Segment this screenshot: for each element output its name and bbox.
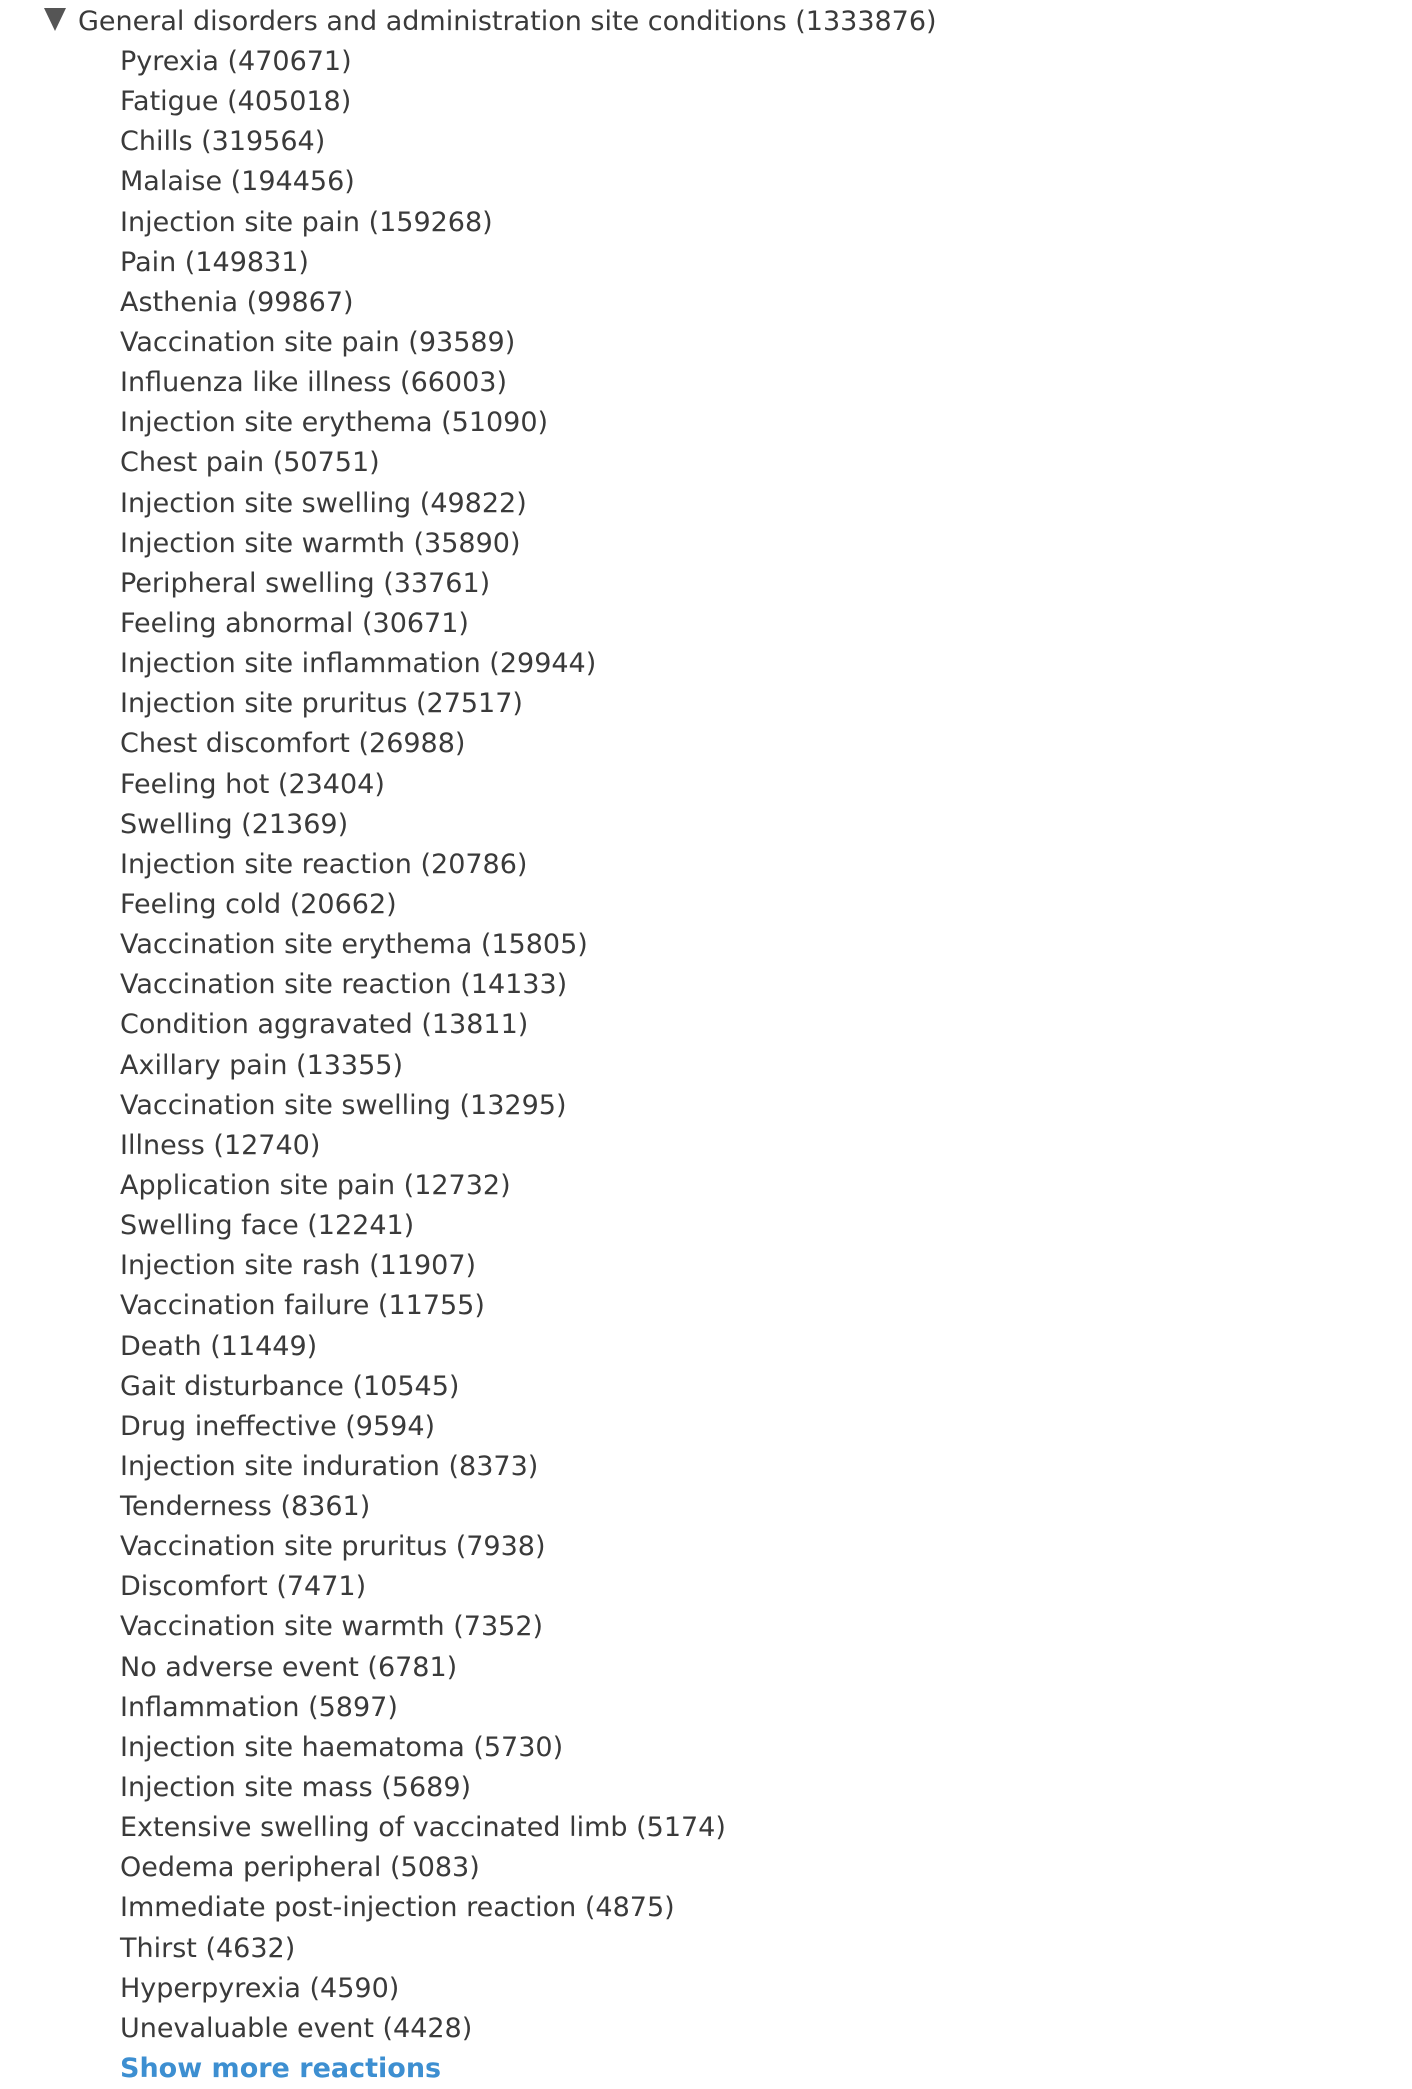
reaction-item: Injection site haematoma (5730) — [120, 1731, 564, 1763]
reaction-item: Injection site reaction (20786) — [120, 848, 528, 880]
category-label: General disorders and administration site conditions (1333876) — [78, 6, 937, 37]
reaction-item: Injection site mass (5689) — [120, 1772, 472, 1804]
reaction-item: Death (11449) — [120, 1330, 318, 1362]
reaction-item: Injection site induration (8373) — [120, 1450, 539, 1482]
reaction-item: Axillary pain (13355) — [120, 1049, 403, 1081]
reaction-item: Thirst (4632) — [120, 1932, 296, 1964]
show-more-reactions-link[interactable]: Show more reactions — [120, 2053, 442, 2085]
reaction-item: Vaccination site reaction (14133) — [120, 969, 568, 1001]
reaction-item: Fatigue (405018) — [120, 86, 352, 118]
reaction-item: Vaccination site swelling (13295) — [120, 1089, 567, 1121]
reaction-item: Asthenia (99867) — [120, 286, 354, 318]
reaction-item: Gait disturbance (10545) — [120, 1370, 460, 1402]
reaction-item: Vaccination site pruritus (7938) — [120, 1531, 546, 1563]
reaction-item: Peripheral swelling (33761) — [120, 567, 491, 599]
reaction-item: Inflammation (5897) — [120, 1691, 398, 1723]
reaction-item: No adverse event (6781) — [120, 1651, 458, 1683]
reaction-item: Unevaluable event (4428) — [120, 2012, 473, 2044]
reaction-item: Vaccination site warmth (7352) — [120, 1611, 544, 1643]
reaction-item: Application site pain (12732) — [120, 1169, 511, 1201]
reaction-item: Vaccination site pain (93589) — [120, 326, 516, 358]
reaction-item: Injection site inflammation (29944) — [120, 648, 597, 680]
reaction-list — [0, 42, 1412, 2049]
reaction-item: Drug ineffective (9594) — [120, 1410, 436, 1442]
reaction-item: Chest pain (50751) — [120, 447, 380, 479]
reaction-item: Swelling face (12241) — [120, 1210, 415, 1242]
reaction-item: Swelling (21369) — [120, 808, 349, 840]
reaction-item: Injection site pain (159268) — [120, 206, 493, 238]
reaction-item: Injection site warmth (35890) — [120, 527, 521, 559]
reaction-item: Feeling abnormal (30671) — [120, 607, 469, 639]
reaction-item: Malaise (194456) — [120, 166, 355, 198]
category-general-disorders[interactable] — [0, 2, 1412, 42]
reaction-item: Illness (12740) — [120, 1129, 321, 1161]
reaction-item: Hyperpyrexia (4590) — [120, 1972, 400, 2004]
reaction-item: Oedema peripheral (5083) — [120, 1852, 480, 1884]
reaction-item: Feeling cold (20662) — [120, 888, 397, 920]
reaction-item: Vaccination site erythema (15805) — [120, 929, 588, 961]
reaction-item: Injection site erythema (51090) — [120, 407, 549, 439]
reaction-item: Injection site rash (11907) — [120, 1250, 477, 1282]
reaction-item: Immediate post-injection reaction (4875) — [120, 1892, 675, 1924]
reaction-item: Tenderness (8361) — [120, 1491, 371, 1523]
reaction-item: Feeling hot (23404) — [120, 768, 385, 800]
reaction-item: Influenza like illness (66003) — [120, 367, 507, 399]
reaction-item: Pyrexia (470671) — [120, 46, 352, 77]
reaction-item: Injection site pruritus (27517) — [120, 688, 523, 720]
reaction-item: Condition aggravated (13811) — [120, 1009, 529, 1041]
reaction-item: Chills (319564) — [120, 126, 326, 158]
reaction-item: Injection site swelling (49822) — [120, 487, 527, 519]
reaction-item: Extensive swelling of vaccinated limb (5174) — [120, 1812, 726, 1844]
triangle-down-icon[interactable] — [44, 8, 66, 31]
reaction-item: Pain (149831) — [120, 246, 309, 278]
reaction-item: Vaccination failure (11755) — [120, 1290, 485, 1322]
reaction-item: Discomfort (7471) — [120, 1571, 367, 1603]
reaction-item: Chest discomfort (26988) — [120, 728, 466, 760]
